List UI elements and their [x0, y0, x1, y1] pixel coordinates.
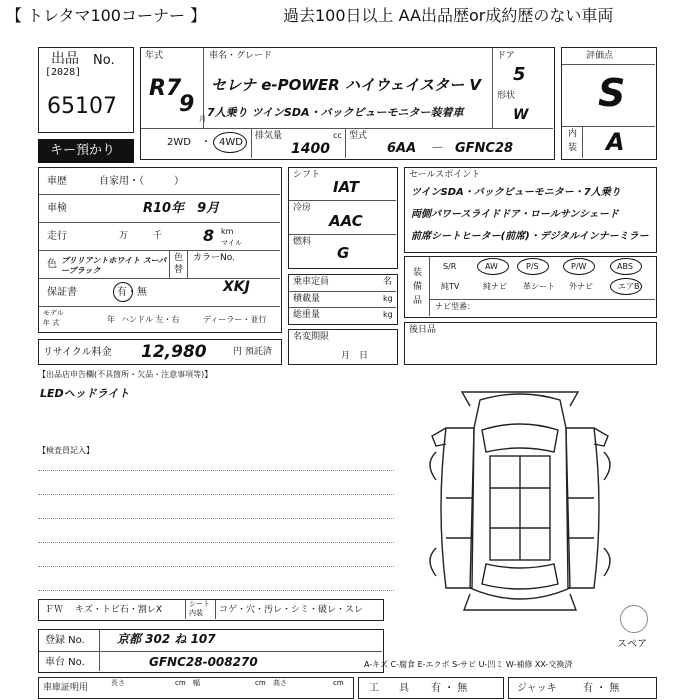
sales-line3: 前席シートヒーター(前席)・デジタルインナーミラー: [411, 231, 649, 242]
declaration-label: 【出品店申告欄(不具箇所・欠品・注意事項等)】: [38, 370, 213, 379]
interior-value: A: [606, 128, 625, 156]
history-color-value: ブリリアントホワイト スーパーブラック: [61, 256, 167, 276]
history-block: 車歴 自家用・（ ） 車検 R10年 9月 走行 万 千 8 km マイル 色 ブリリアントホワイト スーパーブラック 色 替 カラーNo. XKJ 保証書 有・無 モデル 年 式 年 ハンドル 左・右 ディーラー・並行: [38, 167, 282, 333]
history-shaken-value: R10年 9月: [143, 201, 220, 216]
sales-point-box: セールスポイント ツインSDA・バックビューモニター・7人乗り 両側パワースライドドア・ロールサンシェード 前席シートヒーター(前席)・デジタルインナーミラー: [404, 167, 657, 253]
drive-4wd: 4WD: [219, 137, 243, 148]
spare-circle: [620, 605, 648, 633]
equip-pw: P/W: [571, 262, 587, 271]
chassis-value: GFNC28-008270: [149, 655, 258, 669]
history-hosho-label: 保証書: [47, 287, 77, 298]
history-distance-label: 走行: [47, 231, 67, 242]
lot-number-box: [38, 47, 134, 133]
equip-aw: AW: [485, 262, 498, 271]
history-reki-value: 自家用・（ ）: [99, 176, 184, 187]
history-shaken-label: 車検: [47, 203, 67, 214]
tools-box: 工 具 有 ・ 無: [358, 677, 504, 699]
shape-value: W: [513, 107, 529, 123]
history-hosho-value: 有・無: [117, 287, 147, 298]
shift-box: シフト IAT 冷房 AAC 燃料 G: [288, 167, 398, 269]
type-label: 型式: [349, 131, 368, 141]
car-line2: 7人乗り ツインSDA・バックビューモニター装着車: [207, 106, 464, 119]
key-label: キー預かり: [38, 139, 134, 163]
score-value: S: [598, 71, 626, 115]
equip-airbag: エアB: [618, 282, 640, 291]
header-right: 過去100日以上 AA出品歴or成約歴のない車両: [283, 6, 614, 25]
interior-label-2: 装: [568, 143, 578, 153]
sales-line2: 両側パワースライドドア・ロールサンシェード: [411, 209, 619, 220]
score-box: [561, 47, 657, 160]
vehicle-grid: 年式 R7 9 月 車名・グレード セレナ e-POWER ハイウェイスター V 7人乗り ツインSDA・バックビューモニター装着車 ドア 5 形状 W 2WD ・ 4WD 排気量 1400 cc 型式 6AA － GFNC28: [140, 47, 555, 160]
lot-no-label: No.: [93, 53, 115, 68]
model-year-label: 年式: [145, 51, 164, 61]
history-handle: ハンドル 左・右: [121, 315, 180, 324]
registration-box: 登録 No. 京都 302 ね 107 車台 No. GFNC28-008270: [38, 629, 384, 673]
declaration-text: LEDヘッドライト: [40, 387, 130, 400]
meihen-box: 名変期限 月 日: [288, 329, 398, 365]
model-year-month-unit: 月: [199, 115, 206, 123]
equipment-box: 装 備 品 S/R AW P/S P/W ABS 純TV 純ナビ 革シート 外ナビ エアB ナビ型番：: [404, 256, 657, 318]
history-colorno-label: カラーNo.: [193, 253, 235, 263]
doors-label: ドア: [497, 51, 515, 61]
recycle-value: 12,980: [141, 342, 207, 362]
lot-label: 出品: [51, 51, 79, 67]
displacement-value: 1400: [291, 141, 330, 157]
doors-value: 5: [513, 64, 526, 85]
history-colorno-value: XKJ: [223, 279, 250, 295]
car-diagram: [410, 388, 630, 628]
model-year-month: 9: [179, 92, 195, 117]
hosho-circle: [113, 282, 133, 302]
damage-letter-legend: A-キズ C-腐食 E-エクボ S-サビ U-凹ミ W-補修 XX-交換済: [364, 660, 573, 669]
history-distance-value: 8: [203, 226, 215, 245]
history-reki-label: 車歴: [47, 176, 67, 187]
score-label: 評価点: [586, 51, 614, 61]
displacement-cc: cc: [333, 131, 342, 140]
garage-cert-box: 車庫証明用 長さ cm 幅 cm 高さ cm: [38, 677, 354, 699]
equip-ps: P/S: [526, 262, 539, 271]
fuel-value: G: [337, 244, 350, 262]
sales-line1: ツインSDA・バックビューモニター・7人乗り: [411, 187, 621, 198]
registration-value: 京都 302 ね 107: [117, 632, 216, 646]
equip-extnavi: 外ナビ: [569, 282, 593, 291]
car-label: 車名・グレード: [209, 51, 273, 61]
shape-label: 形状: [497, 91, 516, 101]
displacement-label: 排気量: [255, 131, 283, 141]
damage-legend-bar: ＦＷ キズ・トビ石・割レX シート 内装 コゲ・穴・汚レ・シミ・破レ・スレ: [38, 599, 384, 621]
lot-year-tag: [2028]: [45, 67, 82, 78]
history-color-label: 色: [47, 259, 57, 270]
equip-navi: 純ナビ: [483, 282, 507, 291]
shift-value: IAT: [333, 178, 359, 196]
header-left: 【 トレタマ100コーナー 】: [6, 6, 207, 25]
aircon-value: AAC: [329, 212, 363, 230]
equip-tv: 純TV: [441, 282, 460, 291]
drive-2wd: 2WD: [167, 137, 191, 148]
capacity-box: 乗車定員 名 積載量 kg 総重量 kg: [288, 274, 398, 325]
interior-label-1: 内: [568, 129, 578, 139]
lot-number: 65107: [47, 94, 117, 119]
equip-abs: ABS: [617, 262, 633, 271]
drive-4wd-circle: [213, 132, 247, 153]
equip-sr: S/R: [443, 262, 457, 271]
type-prefix: 6AA: [387, 141, 417, 156]
notes-box: 後日品: [404, 322, 657, 365]
spare-label: スペア: [617, 639, 647, 650]
jack-box: ジャッキ 有 ・ 無: [508, 677, 657, 699]
recycle-box: リサイクル料金 12,980 円 預託済: [38, 339, 282, 365]
history-dealer: ディーラー・並行: [203, 315, 267, 324]
model-year-era: R7: [149, 76, 182, 101]
type-value: GFNC28: [455, 141, 514, 156]
car-line1: セレナ e-POWER ハイウェイスター V: [211, 76, 482, 94]
inspector-label: 【検査員記入】: [38, 446, 94, 455]
equip-seat: 革シート: [523, 282, 555, 291]
header-bar: [0, 0, 700, 34]
